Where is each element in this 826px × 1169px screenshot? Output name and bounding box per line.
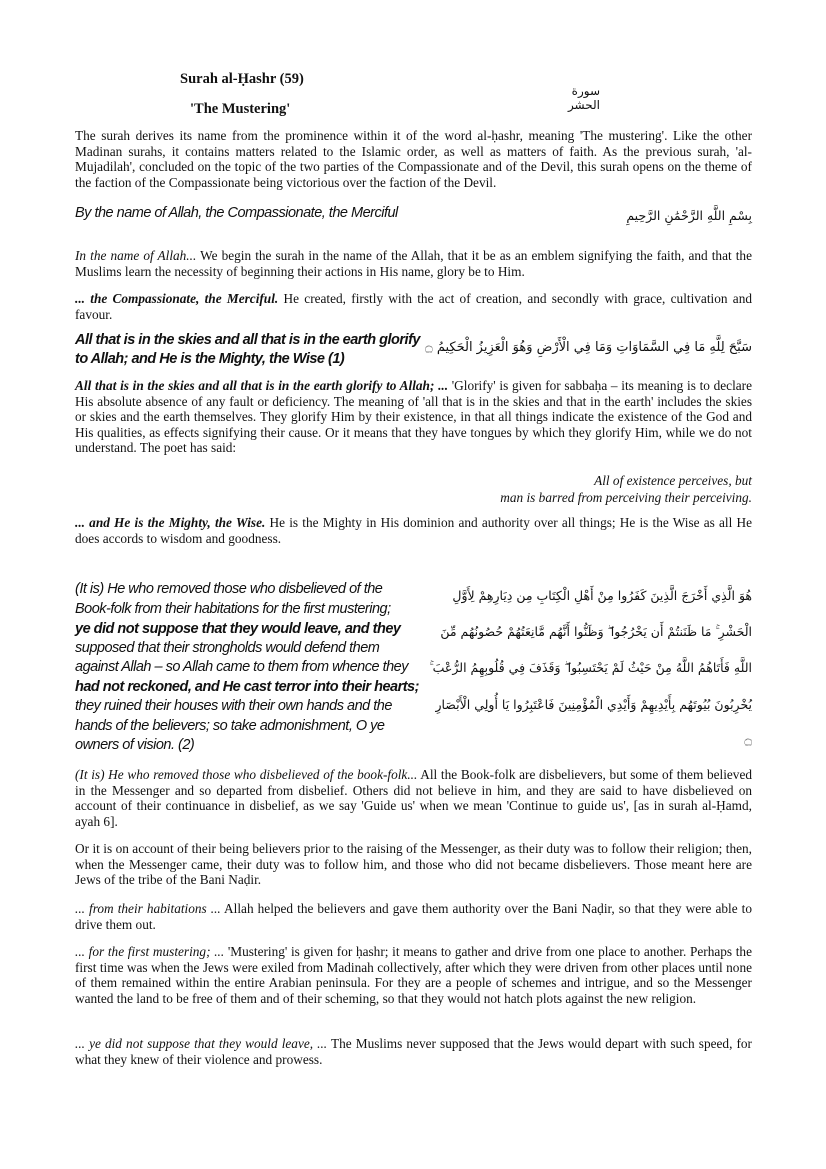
basmala-translation: By the name of Allah, the Compassionate, the Merciful xyxy=(75,205,398,221)
commentary-lead: In the name of Allah... xyxy=(75,248,197,263)
verse2-line: owners of vision. (2) xyxy=(75,737,195,753)
verse2-arabic-line: يُخْرِبُونَ بُيُوتَهُم بِأَيْدِيهِمْ وَأَيْدِي الْمُؤْمِنِينَ فَاعْتَبِرُوا يَا أُولِي الْأَبْصَارِ xyxy=(435,697,752,712)
verse2-line: (It is) He who removed those who disbelieved of the xyxy=(75,581,383,597)
commentary-verse2-4 xyxy=(75,944,752,1006)
ayah-end-marker: ۝ xyxy=(744,733,752,748)
commentary-lead: ... and He is the Mighty, the Wise. xyxy=(75,515,266,530)
surah-title: Surah al-Ḥashr (59) xyxy=(180,71,304,87)
verse2-arabic-line: الْحَشْرِ ۚ مَا ظَنَنتُمْ أَن يَخْرُجُوا ۖ وَظَنُّوا أَنَّهُم مَّانِعَتُهُمْ حُصُونُهُم مِّنَ xyxy=(440,624,752,639)
commentary-text: Or it is on account of their being believers prior to the raising of the Messenger, as their duty was to follow their religion; then, when the Messenger came, their duty was to follow him, and those who did not became disbelievers. Those meant here are Jews of the tribe of the Bani Naḍir. xyxy=(75,841,752,888)
commentary-text: We begin the surah in the name of the Allah, that it be as an emblem signifying the faith, and that the Muslims learn the necessity of beginning their actions in His name, glory be to Him. xyxy=(75,248,752,279)
commentary-text: The Muslims never supposed that the Jews would depart with such speed, for what they knew of their violence and prowess. xyxy=(75,1036,752,1067)
verse2-line: had not reckoned, and He cast terror into their hearts; xyxy=(75,679,419,695)
verse2-line: hands of the believers; so take admonishment, O ye xyxy=(75,718,385,734)
commentary-lead: All that is in the skies and all that is in the earth glorify to Allah; ... xyxy=(75,378,449,393)
intro-paragraph: The surah derives its name from the prominence within it of the word al-ḥashr, meaning 'The mustering'. Like the other Madinan surahs, it contains matters related to the Islamic order, as well as matters of faith. As the previous surah, 'al-Mujadilah', concluded on the topic of the two parties of the Compassionate and of the Devil, this surah opens on the theme of the faction of the Compassionate being victorious over the faction of the Devil. xyxy=(75,128,752,190)
commentary-verse1-mighty xyxy=(75,515,752,546)
commentary-text: All the Book-folk are disbelievers, but some of them believed in the Messenger and so departed from disbelief. Others did not believe in him, and they are said to have disbelieved on account of their continuance in disbelief, as we say 'Guide us' when we mean 'Continue to guide us', [as in surah al-Ḥamd, ayah 6]. xyxy=(75,767,752,829)
poem-line-2: man is barred from perceiving their perceiving. xyxy=(500,490,752,505)
poem-line-1: All of existence perceives, but xyxy=(594,473,752,488)
commentary-lead: ... for the first mustering; ... xyxy=(75,944,225,959)
commentary-lead: ... from their habitations ... xyxy=(75,901,221,916)
commentary-verse1 xyxy=(75,378,752,456)
commentary-text: He is the Mighty in His dominion and authority over all things; He is the Wise as all He does accords to wisdom and goodness. xyxy=(75,515,753,546)
verse2-arabic-line: هُوَ الَّذِي أَخْرَجَ الَّذِينَ كَفَرُوا مِنْ أَهْلِ الْكِتَابِ مِن دِيَارِهِمْ لِأَوَّلِ xyxy=(452,588,752,603)
commentary-lead: ... the Compassionate, the Merciful. xyxy=(75,291,279,306)
commentary-text: 'Glorify' is given for sabbaḥa – its meaning is to declare His absolute absence of any fault or deficiency. The meaning of 'all that is in the skies and that in the earth' includes the skies or skies and the earth themselves. They glorify Him by their existence, in that all things indicate the existence of the God and His qualities, as effects signifying their cause. Or it means that they have tongues by which they glorify Him, while we do not understand. The poet has said: xyxy=(75,378,752,456)
commentary-text: 'Mustering' is given for ḥashr; it means to gather and drive from one place to another. Perhaps the first time was when the Jews were exiled from Madinah collectively, after which they were driven from other places until none of them remained within the entire Arabian peninsula. For they are a people of schemes and intrigue, and so the Messenger wanted the land to be free of them and of their scheming, so that they would not hatch plots against the new religion. xyxy=(75,944,752,1006)
commentary-verse2-1 xyxy=(75,767,752,829)
commentary-verse2-3 xyxy=(75,901,752,932)
commentary-lead: ... ye did not suppose that they would leave, ... xyxy=(75,1036,328,1051)
commentary-verse2-2 xyxy=(75,841,752,888)
arabic-surah-title: سورة الحشر xyxy=(567,84,600,112)
basmala-arabic: بِسْمِ اللَّهِ الرَّحْمَٰنِ الرَّحِيمِ xyxy=(626,208,752,223)
verse1-translation-line2: to Allah; and He is the Mighty, the Wise (1) xyxy=(75,351,345,367)
verse1-translation-line1: All that is in the skies and all that is in the earth glorify xyxy=(75,332,420,348)
commentary-basmala-1 xyxy=(75,248,752,279)
verse2-line: ye did not suppose that they would leave, and they xyxy=(75,621,401,637)
verse2-line: Book-folk from their habitations for the first mustering; xyxy=(75,601,391,617)
commentary-basmala-2 xyxy=(75,291,752,322)
verse2-arabic-line: اللَّهِ فَأَتَاهُمُ اللَّهُ مِنْ حَيْثُ لَمْ يَحْتَسِبُوا ۖ وَقَذَفَ فِي قُلُوبِهِمُ الرُّعْبَ ۚ xyxy=(429,660,752,675)
surah-subtitle: 'The Mustering' xyxy=(190,101,291,117)
verse2-line: against Allah – so Allah came to them from whence they xyxy=(75,659,409,675)
commentary-text: Allah helped the believers and gave them authority over the Bani Naḍir, so that they were able to drive them out. xyxy=(75,901,753,932)
commentary-verse2-5 xyxy=(75,1036,752,1067)
verse2-line: supposed that their strongholds would defend them xyxy=(75,640,380,656)
verse2-line: they ruined their houses with their own hands and the xyxy=(75,698,392,714)
commentary-text: He created, firstly with the act of creation, and secondly with grace, cultivation and favour. xyxy=(75,291,753,322)
verse1-arabic: سَبَّحَ لِلَّهِ مَا فِي السَّمَاوَاتِ وَمَا فِي الْأَرْضِ وَهُوَ الْعَزِيزُ الْحَكِيمُ ۝ xyxy=(425,340,752,355)
commentary-lead: (It is) He who removed those who disbelieved of the book-folk... xyxy=(75,767,418,782)
